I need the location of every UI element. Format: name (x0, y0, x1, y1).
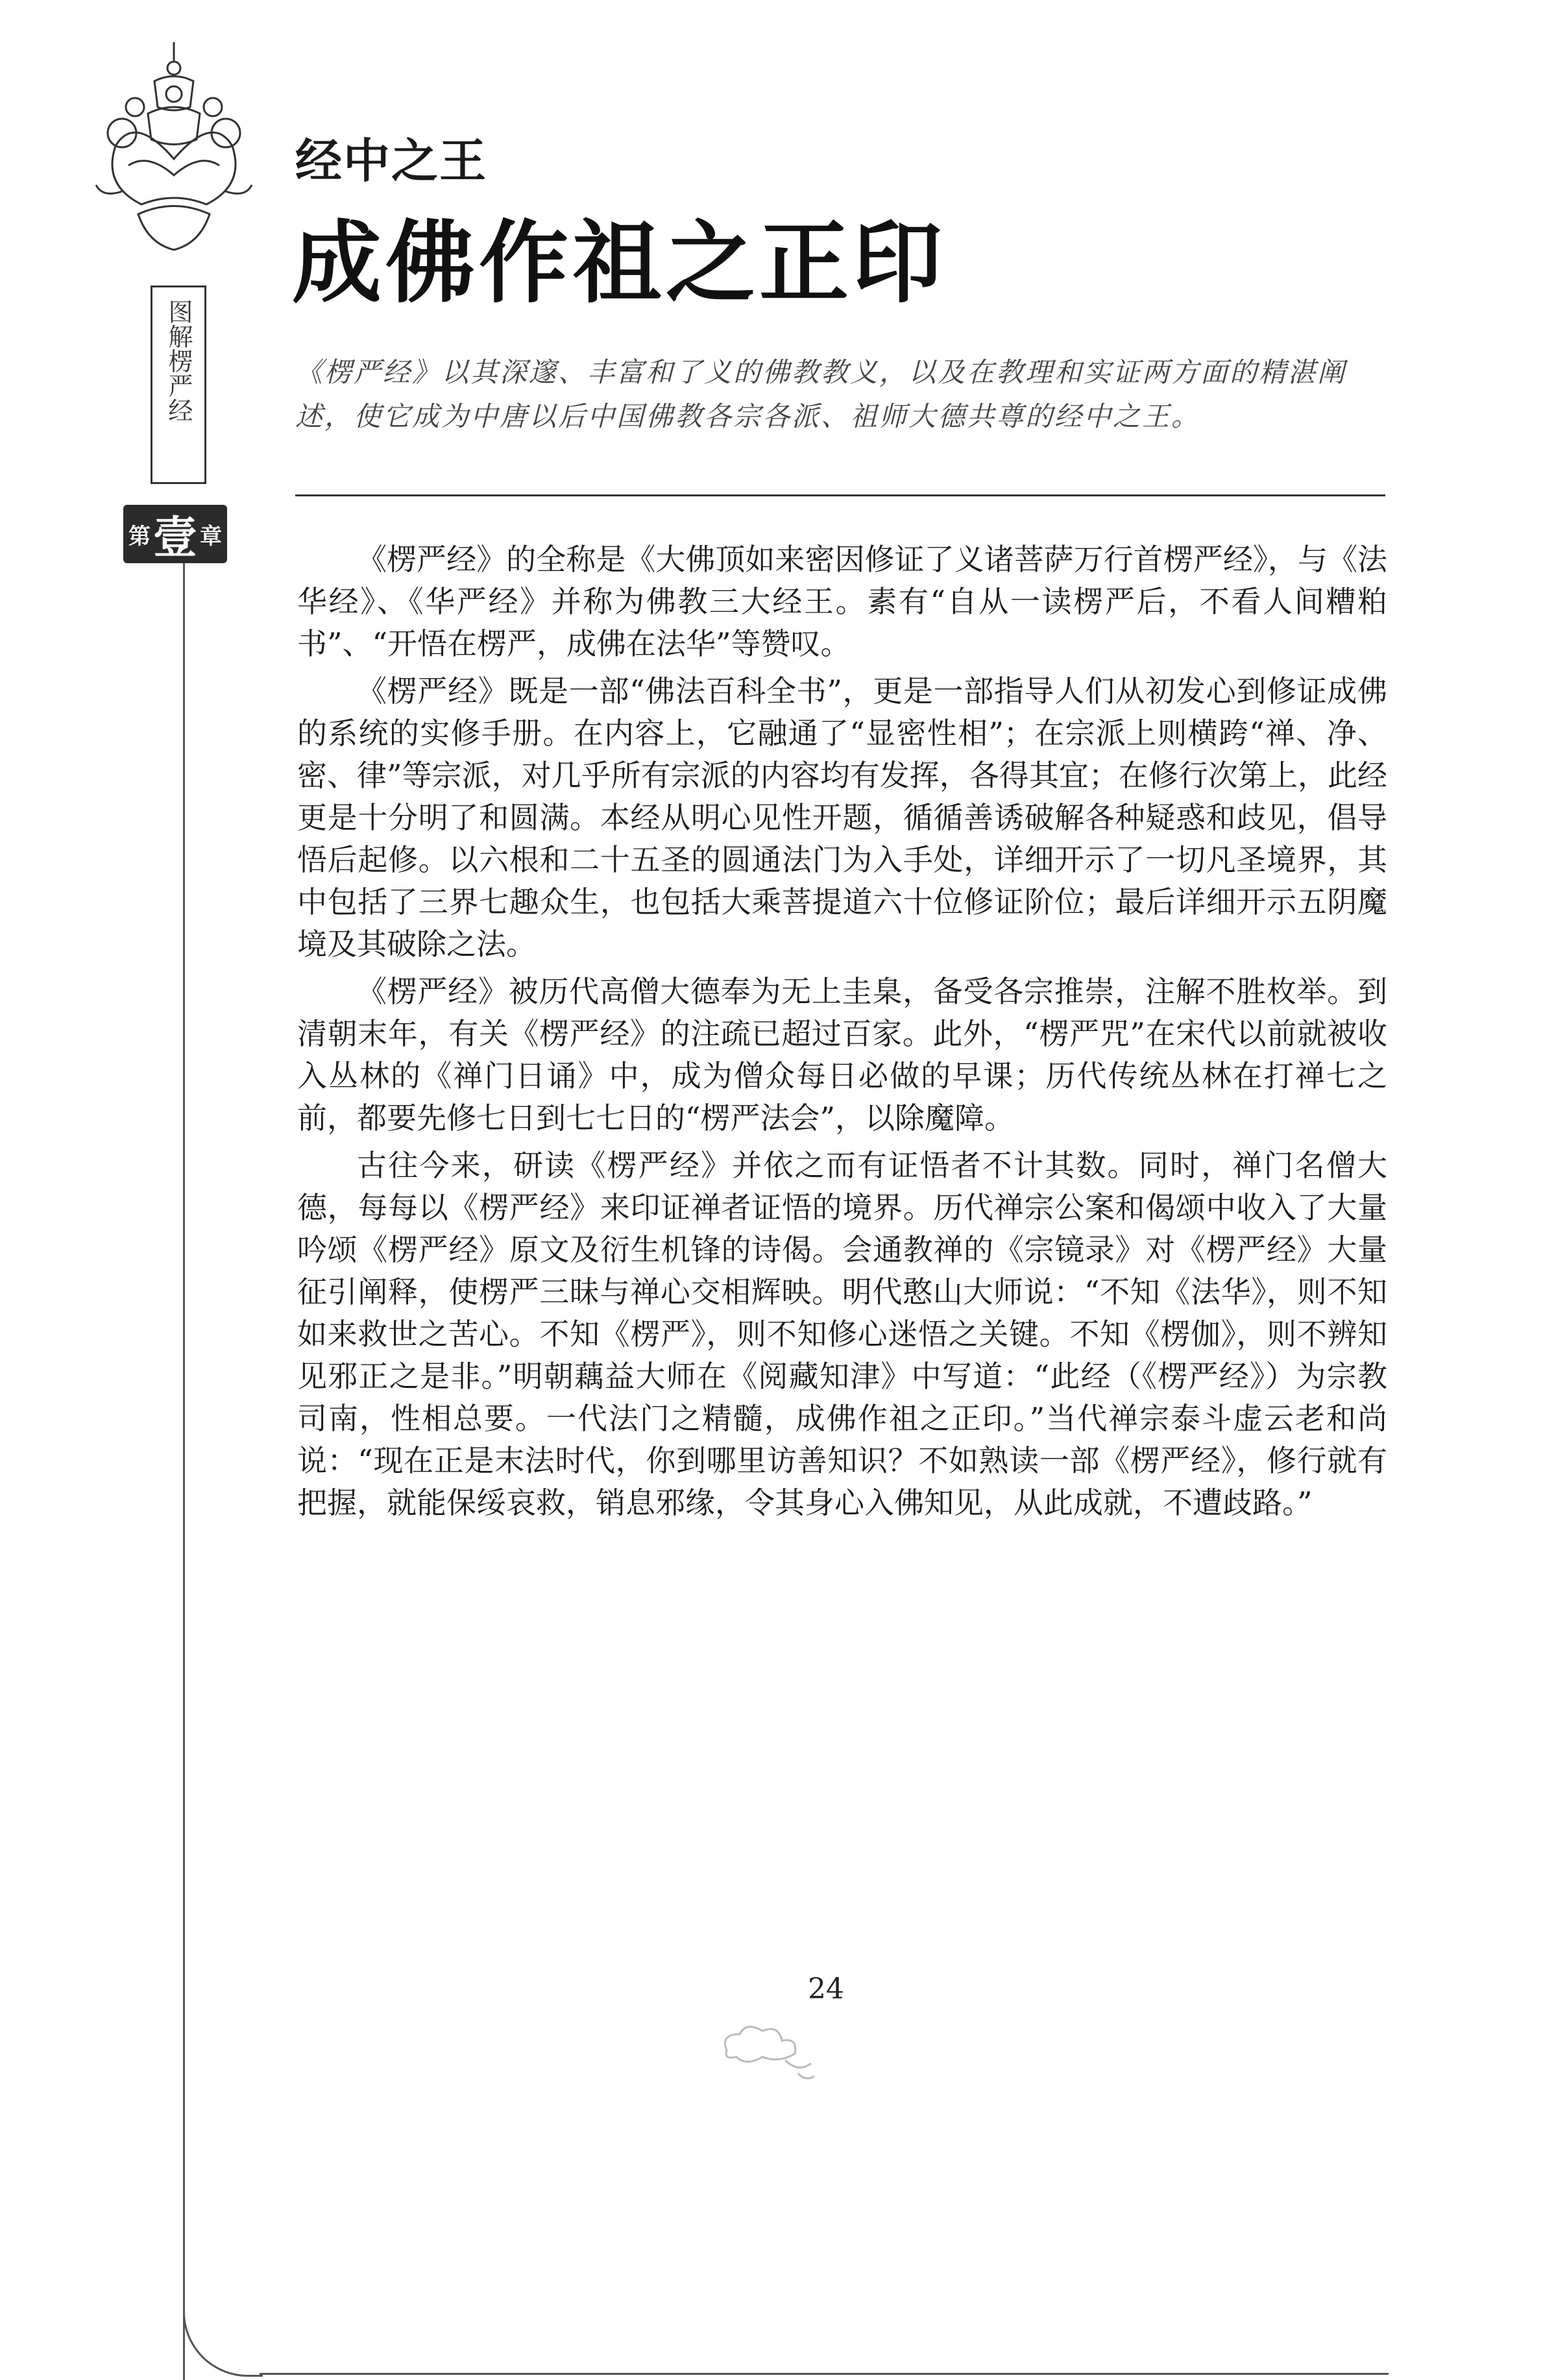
side-title-char: 严 (164, 373, 193, 398)
footer-rule (260, 2373, 1389, 2375)
chapter-prefix: 第 (128, 523, 151, 550)
side-title-char: 图 (164, 299, 193, 324)
page-number: 24 (808, 1973, 844, 2006)
side-title-char: 解 (164, 324, 193, 348)
cloud-ornament-icon (701, 2011, 869, 2083)
section-abstract: 《楞严经》以其深邃、丰富和了义的佛教教义，以及在教理和实证两方面的精湛阐述，使它成为中唐以后中国佛教各宗各派、祖师大德共尊的经中之王。 (295, 356, 1347, 432)
side-title-char: 经 (164, 398, 193, 422)
chapter-suffix: 章 (200, 523, 222, 550)
abstract-divider (295, 494, 1385, 496)
margin-curve-divider (183, 2297, 263, 2377)
side-book-title-box (151, 285, 206, 484)
section-subtitle: 经中之王 (295, 134, 488, 188)
side-title-char: 楞 (164, 348, 193, 373)
body-paragraph: 《楞严经》被历代高僧大德奉为无上圭臬，备受各宗推崇，注解不胜枚举。到清朝末年，有关《楞严经》的注疏已超过百家。此外，“楞严咒”在宋代以前就被收入丛林的《禅门日诵》中，成为僧众每日必做的早课；历代传统丛林在打禅七之前，都要先修七日到七七日的“楞严法会”，以除魔障。 (297, 974, 1387, 1135)
chapter-tab (123, 505, 227, 563)
body-text (297, 539, 1387, 1529)
body-paragraph: 古往今来，研读《楞严经》并依之而有证悟者不计其数。同时，禅门名僧大德，每每以《楞严经》来印证禅者证悟的境界。历代禅宗公案和偈颂中收入了大量吟颂《楞严经》原文及衍生机锋的诗偈。会通教禅的《宗镜录》对《楞严经》大量征引阐释，使楞严三昧与禅心交相辉映。明代憨山大师说：“不知《法华》，则不知如来救世之苦心。不知《楞严》，则不知修心迷悟之关键。不知《楞伽》，则不辨知见邪正之是非。”明朝藕益大师在《阅藏知津》中写道：“此经（《楞严经》）为宗教司南，性相总要。一代法门之精髓，成佛作祖之正印。”当代禅宗泰斗虚云老和尚说：“现在正是末法时代，你到哪里访善知识？不如熟读一部《楞严经》，修行就有把握，就能保绥哀救，销息邪缘，令其身心入佛知见，从此成就，不遭歧路。” (297, 1148, 1387, 1520)
margin-line-divider (183, 563, 185, 2380)
side-book-title (152, 299, 204, 422)
chapter-number: 壹 (152, 512, 197, 564)
body-paragraph: 《楞严经》既是一部“佛法百科全书”，更是一部指导人们从初发心到修证成佛的系统的实修手册。在内容上，它融通了“显密性相”；在宗派上则横跨“禅、净、密、律”等宗派，对几乎所有宗派的内容均有发挥，各得其宜；在修行次第上，此经更是十分明了和圆满。本经从明心见性开题，循循善诱破解各种疑惑和歧见，倡导悟后起修。以六根和二十五圣的圆通法门为入手处，详细开示了一切凡圣境界，其中包括了三界七趣众生，也包括大乘菩提道六十位修证阶位；最后详细开示五阴魔境及其破除之法。 (297, 674, 1387, 962)
section-title: 成佛作祖之正印 (292, 211, 947, 315)
body-paragraph: 《楞严经》的全称是《大佛顶如来密因修证了义诸菩萨万行首楞严经》，与《法华经》、《华严经》并称为佛教三大经王。素有“自从一读楞严后，不看人间糟粕书”、“开悟在楞严，成佛在法华”等赞叹。 (297, 542, 1387, 661)
lotus-ornament-icon (77, 36, 271, 295)
